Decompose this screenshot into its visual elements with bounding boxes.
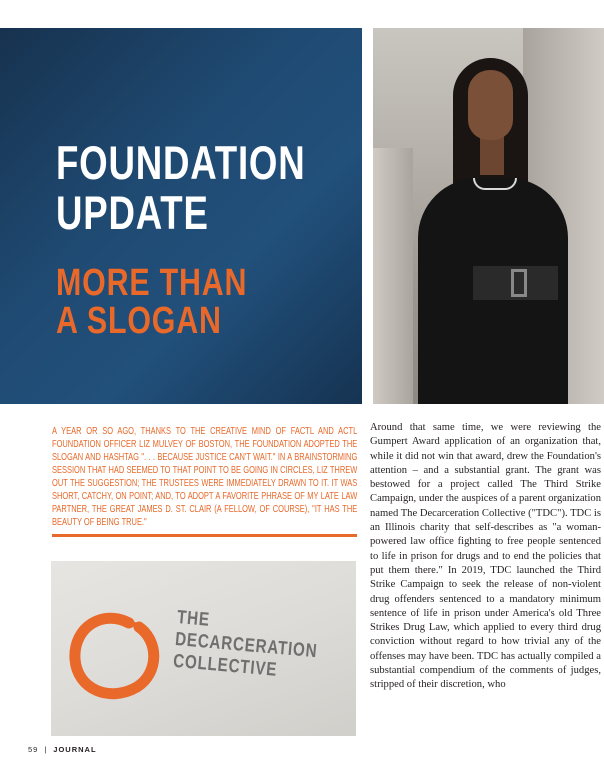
photo-necklace xyxy=(473,178,517,190)
photo-face xyxy=(468,70,513,140)
publication-name: JOURNAL xyxy=(53,745,97,754)
photo-buckle xyxy=(511,269,527,297)
page-number: 59 xyxy=(28,745,39,754)
portrait-photo xyxy=(373,28,604,404)
page-title: FOUNDATION UPDATE xyxy=(56,136,306,239)
photo-background-pillar xyxy=(373,148,413,404)
hero-banner xyxy=(0,28,362,404)
decarceration-collective-logo-image xyxy=(51,561,356,736)
page-subtitle: MORE THAN A SLOGAN xyxy=(56,262,248,342)
footer-separator: | xyxy=(44,745,48,754)
divider xyxy=(52,534,357,537)
logo-wordmark: THE DECARCERATION COLLECTIVE xyxy=(172,607,319,681)
intro-paragraph: A YEAR OR SO AGO, THANKS TO THE CREATIVE MIND OF FACTL AND ACTL FOUNDATION OFFICER LIZ MULVEY OF BOSTON, THE FOUNDATION ADOPTED THE SLOGAN AND HASHTAG ". . . BECAUSE JUSTICE CAN'T WAIT." IN A BRAINSTORMING SESSION THAT HAD SEEMED TO THAT POINT TO BE GOING IN CIRCLES, LIZ THREW OUT THE SUGGESTION; THE TRUSTEES WERE IMMEDIATELY DRAWN TO IT. IT WAS SHORT, CATCHY, ON POINT; AND, TO ADOPT A FAVORITE PHRASE OF MY LATE LAW PARTNER, THE GREAT JAMES D. ST. CLAIR (A FELLOW, OF COURSE), "IT HAS THE BEAUTY OF BEING TRUE." xyxy=(52,426,358,528)
body-column: Around that same time, we were reviewing the Gumpert Award application of an organization that, while it did not win that award, drew the Foundation's attention – and a substantial grant. The grant was bestowed for a project called The Third Strike Campaign, under the auspices of a parent organization named The Decarceration Collective ("TDC"). TDC is an Illinois charity that self-describes as "a woman-powered law office fighting to free people sentenced to life in prison for drugs and to end the policies that put them there." In 2019, TDC launched the Third Strike Campaign to seek the release of non-violent drug offenders sentenced to a mandatory minimum sentence of life in prison under America's old Three Strikes Drug Law, which applied to every third drug conviction without regard to how trivial any of the offenses may have been. TDC has actually compiled a substantial compendium of the comments of judges, stripped of their discretion, who xyxy=(370,422,601,691)
page-footer xyxy=(28,745,97,754)
